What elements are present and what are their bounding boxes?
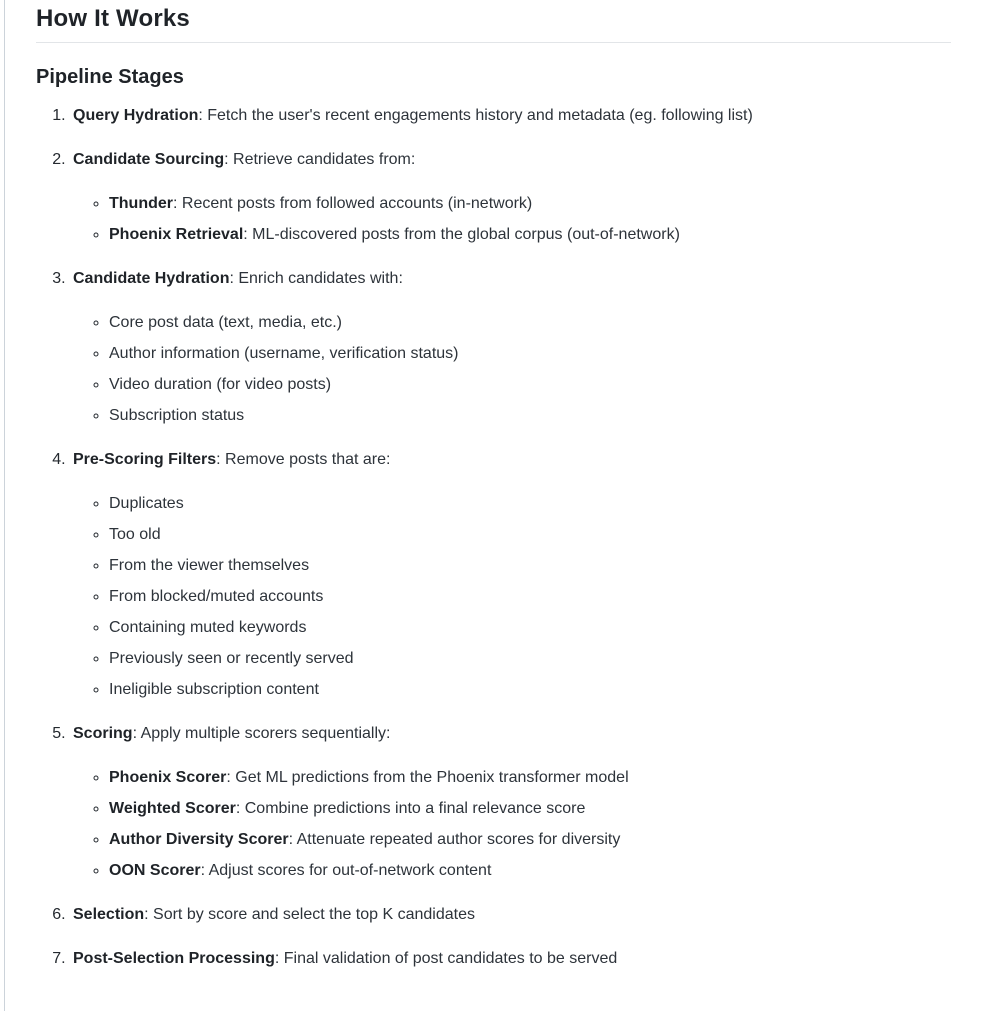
stage-sublist — [73, 311, 951, 428]
stage-description: : Final validation of post candidates to be served — [274, 950, 618, 967]
stage-item — [70, 448, 951, 702]
stage-description: : Fetch the user's recent engagements history and metadata (eg. following list) — [198, 107, 753, 124]
subitem-description: : Attenuate repeated author scores for diversity — [288, 831, 621, 848]
stage-item — [70, 722, 951, 883]
stage-subitem — [109, 616, 951, 640]
stage-description: : Remove posts that are: — [216, 451, 391, 468]
pipeline-stages-list — [36, 104, 951, 971]
stage-item — [70, 267, 951, 428]
section-title-pipeline-stages: Pipeline Stages — [36, 66, 184, 88]
stage-name: Scoring — [73, 725, 133, 742]
stage-subitem — [109, 404, 951, 428]
stage-subitem — [109, 585, 951, 609]
subitem-description: Containing muted keywords — [109, 619, 307, 636]
stage-description: : Apply multiple scorers sequentially: — [132, 725, 391, 742]
stage-description: : Sort by score and select the top K candidates — [144, 906, 475, 923]
stage-subitem — [109, 311, 951, 335]
stage-subitem — [109, 342, 951, 366]
stage-item — [70, 104, 951, 128]
stage-sublist — [73, 492, 951, 702]
subitem-description: From the viewer themselves — [109, 557, 310, 574]
stage-subitem — [109, 192, 951, 216]
subitem-name: Phoenix Retrieval — [109, 226, 244, 243]
stage-name: Pre-Scoring Filters — [73, 451, 217, 468]
stage-sublist — [73, 192, 951, 247]
subitem-name: Thunder — [109, 195, 173, 212]
subitem-name: Phoenix Scorer — [109, 769, 227, 786]
stage-subitem — [109, 766, 951, 790]
stage-subitem — [109, 223, 951, 247]
stage-item — [70, 148, 951, 247]
stage-subitem — [109, 859, 951, 883]
subitem-description: Author information (username, verification status) — [109, 345, 459, 362]
stage-name: Candidate Hydration — [73, 270, 230, 287]
stage-description: : Retrieve candidates from: — [224, 151, 416, 168]
subitem-description: Previously seen or recently served — [109, 650, 354, 667]
subitem-description: Video duration (for video posts) — [109, 376, 332, 393]
subitem-description: : Adjust scores for out-of-network content — [200, 862, 492, 879]
page-title: How It Works — [36, 4, 951, 43]
subitem-description: : Combine predictions into a final relevance score — [235, 800, 586, 817]
stage-subitem — [109, 647, 951, 671]
subitem-description: : Get ML predictions from the Phoenix transformer model — [226, 769, 629, 786]
stage-subitem — [109, 523, 951, 547]
stage-item — [70, 947, 951, 971]
subitem-name: Author Diversity Scorer — [109, 831, 289, 848]
stage-sublist — [73, 766, 951, 883]
stage-subitem — [109, 492, 951, 516]
stage-subitem — [109, 373, 951, 397]
stage-name: Post-Selection Processing — [73, 950, 275, 967]
stage-name: Candidate Sourcing — [73, 151, 225, 168]
stage-name: Selection — [73, 906, 145, 923]
stage-item — [70, 903, 951, 927]
subitem-name: Weighted Scorer — [109, 800, 236, 817]
subitem-description: Ineligible subscription content — [109, 681, 319, 698]
subitem-description: Too old — [109, 526, 161, 543]
stage-subitem — [109, 797, 951, 821]
subitem-description: : Recent posts from followed accounts (in-network) — [173, 195, 533, 212]
content-pane — [4, 0, 984, 1011]
subitem-description: : ML-discovered posts from the global corpus (out-of-network) — [243, 226, 680, 243]
stage-subitem — [109, 678, 951, 702]
subitem-description: Core post data (text, media, etc.) — [109, 314, 342, 331]
stage-description: : Enrich candidates with: — [229, 270, 403, 287]
stage-subitem — [109, 828, 951, 852]
subitem-name: OON Scorer — [109, 862, 201, 879]
subitem-description: Subscription status — [109, 407, 245, 424]
subitem-description: From blocked/muted accounts — [109, 588, 324, 605]
stage-name: Query Hydration — [73, 107, 199, 124]
stage-subitem — [109, 554, 951, 578]
subitem-description: Duplicates — [109, 495, 184, 512]
